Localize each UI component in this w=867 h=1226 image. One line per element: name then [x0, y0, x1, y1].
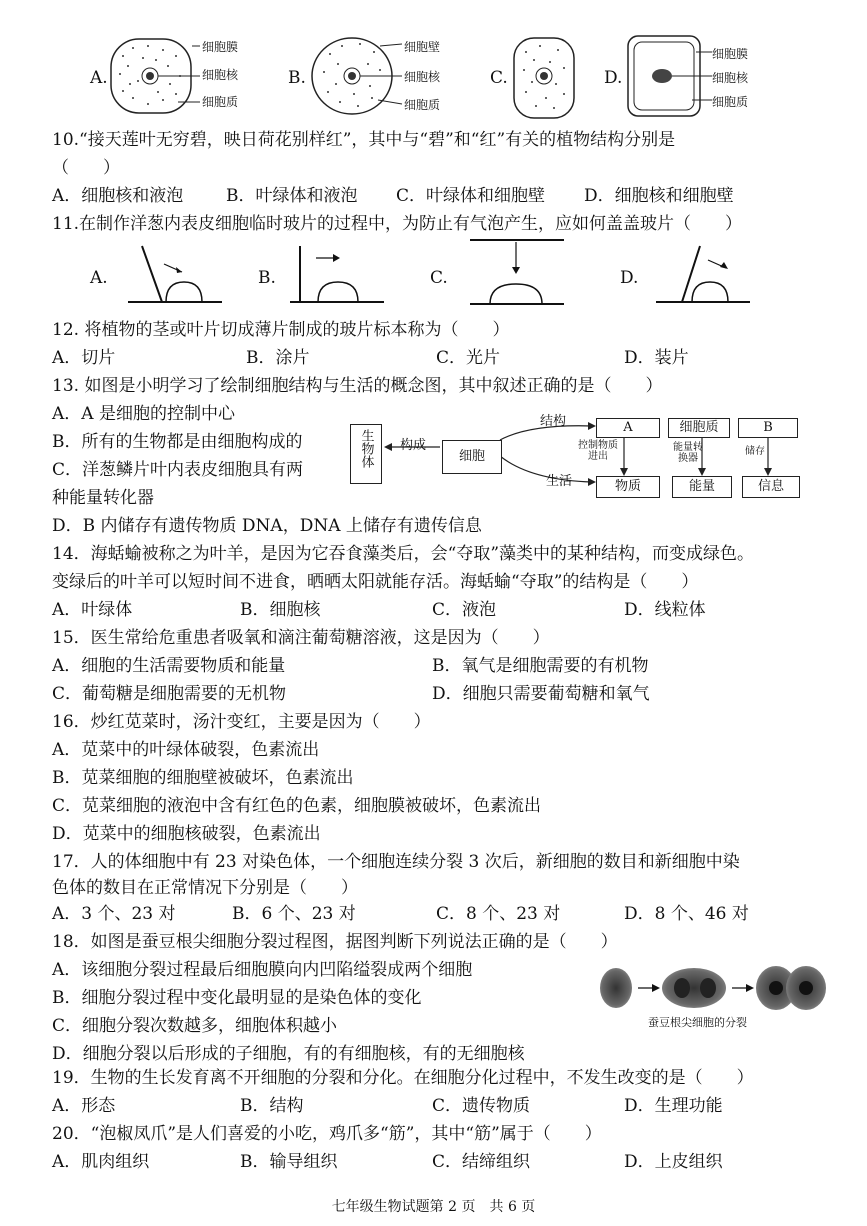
concept-box-cytoplasm [668, 418, 730, 438]
q20-option-b: B．输导组织 [240, 1152, 338, 1172]
q9-letter-c: C. [490, 68, 508, 88]
q12-stem: 12. 将植物的茎或叶片切成薄片制成的玻片标本称为（ ） [52, 320, 510, 340]
q9d-label-membrane: 细胞膜 [712, 47, 749, 61]
q9b-label-wall: 细胞壁 [404, 40, 441, 54]
q16-stem: 16．炒红苋菜时，汤汁变红，主要是因为（ ） [52, 712, 431, 732]
animal-cell-a-icon [108, 36, 198, 118]
q19-option-c: C．遗传物质 [432, 1096, 531, 1116]
coverslip-vertical-b-icon [288, 242, 388, 308]
q12-option-d: D．装片 [624, 348, 689, 368]
concept-box-energy [672, 476, 732, 498]
q12-option-b: B．涂片 [246, 348, 310, 368]
q18-stem: 18．如图是蚕豆根尖细胞分裂过程图，据图判断下列说法正确的是（ ） [52, 932, 618, 952]
q9b-label-cytoplasm: 细胞质 [404, 98, 441, 112]
q9a-label-cytoplasm: 细胞质 [202, 95, 239, 109]
concept-cell-box [442, 440, 502, 474]
concept-box-matter [596, 476, 660, 498]
q10-answer-paren: （ ） [52, 158, 120, 178]
coverslip-angled-d-icon [654, 242, 754, 308]
q20-option-d: D．上皮组织 [624, 1152, 723, 1172]
q18-option-b: B．细胞分裂过程中变化最明显的是染色体的变化 [52, 988, 422, 1008]
q13-option-b: B．所有的生物都是由细胞构成的 [52, 432, 303, 452]
cell-division-icon [598, 960, 828, 1020]
q17-option-d: D．8 个、46 对 [624, 904, 749, 924]
q14-option-b: B．细胞核 [240, 600, 321, 620]
concept-organism-box [350, 424, 382, 484]
q17-option-b: B．6 个、23 对 [232, 904, 356, 924]
concept-box-info [742, 476, 800, 498]
q12-option-c: C．光片 [436, 348, 501, 368]
q11-letter-a: A. [90, 268, 108, 288]
q19-option-b: B．结构 [240, 1096, 304, 1116]
q11-letter-d: D. [620, 268, 639, 288]
q18-option-c: C．细胞分裂次数越多，细胞体积越小 [52, 1016, 338, 1036]
concept-box-b [738, 418, 798, 438]
q10-option-b: B．叶绿体和液泡 [226, 186, 358, 206]
concept-box-matter-text: 物质 [614, 479, 641, 494]
q18-figure-caption: 蚕豆根尖细胞的分裂 [648, 1016, 747, 1029]
q15-option-c: C．葡萄糖是细胞需要的无机物 [52, 684, 287, 704]
concept-box-cytoplasm-text: 细胞质 [679, 420, 719, 435]
page-footer: 七年级生物试题第 2 页 共 6 页 [331, 1199, 536, 1215]
q14-option-d: D．线粒体 [624, 600, 706, 620]
concept-life-label: 生活 [546, 474, 573, 489]
q13-option-c-line2: 种能量转化器 [52, 488, 154, 508]
q13-option-d: D．B 内储存有遗传物质 DNA，DNA 上储存有遗传信息 [52, 516, 482, 536]
q20-option-c: C．结缔组织 [432, 1152, 531, 1172]
concept-box-energy-text: 能量 [688, 479, 715, 494]
q9a-label-membrane: 细胞膜 [202, 40, 239, 54]
cell-c-icon [510, 34, 580, 122]
q16-option-b: B．苋菜细胞的细胞壁被破坏，色素流出 [52, 768, 354, 788]
q9d-label-cytoplasm: 细胞质 [712, 95, 749, 109]
q15-option-d: D．细胞只需要葡萄糖和氧气 [432, 684, 650, 704]
q13-option-c-line1: C．洋葱鳞片叶内表皮细胞具有两 [52, 460, 304, 480]
q13-stem: 13. 如图是小明学习了绘制细胞结构与生活的概念图，其中叙述正确的是（ ） [52, 376, 663, 396]
concept-compose-label: 构成 [400, 438, 427, 453]
q12-option-a: A．切片 [52, 348, 116, 368]
coverslip-angled-a-icon [126, 242, 226, 308]
q10-option-a: A．细胞核和液泡 [52, 186, 184, 206]
q14-option-a: A．叶绿体 [52, 600, 133, 620]
q17-stem-line2: 色体的数目在正常情况下分别是（ ） [52, 878, 358, 898]
coverslip-flat-c-icon [468, 236, 568, 308]
q11-stem: 11.在制作洋葱内表皮细胞临时玻片的过程中，为防止有气泡产生，应如何盖盖玻片（ ） [52, 214, 743, 234]
q17-stem-line1: 17．人的体细胞中有 23 对染色体，一个细胞连续分裂 3 次后，新细胞的数目和新细胞中染 [52, 852, 740, 872]
q10-option-c: C．叶绿体和细胞壁 [396, 186, 546, 206]
concept-box-a [596, 418, 660, 438]
q14-stem-line1: 14．海蛞蝓被称之为叶羊，是因为它吞食藻类后，会“夺取”藻类中的某种结构，而变成绿色。 [52, 544, 755, 564]
q18-option-a: A．该细胞分裂过程最后细胞膜向内凹陷缢裂成两个细胞 [52, 960, 473, 980]
q11-letter-c: C. [430, 268, 448, 288]
q9a-label-nucleus: 细胞核 [202, 68, 239, 82]
q9d-label-nucleus: 细胞核 [712, 71, 749, 85]
q15-stem: 15．医生常给危重患者吸氧和滴注葡萄糖溶液，这是因为（ ） [52, 628, 550, 648]
q16-option-c: C．苋菜细胞的液泡中含有红色的色素，细胞膜被破坏，色素流出 [52, 796, 542, 816]
q14-stem-line2: 变绿后的叶羊可以短时间不进食，晒晒太阳就能存活。海蛞蝓“夺取”的结构是（ ） [52, 572, 699, 592]
q17-option-a: A．3 个、23 对 [52, 904, 176, 924]
q14-option-c: C．液泡 [432, 600, 497, 620]
concept-box-a-text: A [623, 420, 633, 435]
concept-store-label: 储存 [745, 446, 765, 457]
q19-stem: 19．生物的生长发育离不开细胞的分裂和分化。在细胞分化过程中，不发生改变的是（ ） [52, 1068, 754, 1088]
q9b-label-nucleus: 细胞核 [404, 70, 441, 84]
q15-option-a: A．细胞的生活需要物质和能量 [52, 656, 286, 676]
plant-cell-d-icon [626, 34, 716, 120]
q19-option-d: D．生理功能 [624, 1096, 723, 1116]
concept-box-b-text: B [763, 420, 773, 435]
q9-letter-d: D. [604, 68, 623, 88]
q9-letter-b: B. [288, 68, 306, 88]
q19-option-a: A．形态 [52, 1096, 116, 1116]
q17-option-c: C．8 个、23 对 [436, 904, 561, 924]
q16-option-d: D．苋菜中的细胞核破裂，色素流出 [52, 824, 321, 844]
q20-stem: 20．“泡椒凤爪”是人们喜爱的小吃，鸡爪多“筋”，其中“筋”属于（ ） [52, 1124, 602, 1144]
concept-cell-text: 细胞 [458, 449, 485, 464]
concept-structure-label: 结构 [540, 414, 567, 429]
q15-option-b: B．氧气是细胞需要的有机物 [432, 656, 649, 676]
q11-letter-b: B. [258, 268, 276, 288]
q18-option-d: D．细胞分裂以后形成的子细胞，有的有细胞核，有的无细胞核 [52, 1044, 525, 1064]
animal-cell-b-icon [310, 34, 400, 116]
q10-option-d: D．细胞核和细胞壁 [584, 186, 734, 206]
q9-letter-a: A. [90, 68, 108, 88]
concept-control-label: 控制物质进出 [578, 440, 618, 462]
concept-box-info-text: 信息 [757, 479, 784, 494]
q13-option-a: A．A 是细胞的控制中心 [52, 404, 235, 424]
concept-organism-text: 生物体 [358, 429, 374, 468]
q10-stem: 10.“接天莲叶无穷碧，映日荷花别样红”，其中与“碧”和“红”有关的植物结构分别是 [52, 130, 676, 150]
q20-option-a: A．肌肉组织 [52, 1152, 150, 1172]
q16-option-a: A．苋菜中的叶绿体破裂，色素流出 [52, 740, 320, 760]
concept-converter-label: 能量转换器 [673, 442, 703, 464]
